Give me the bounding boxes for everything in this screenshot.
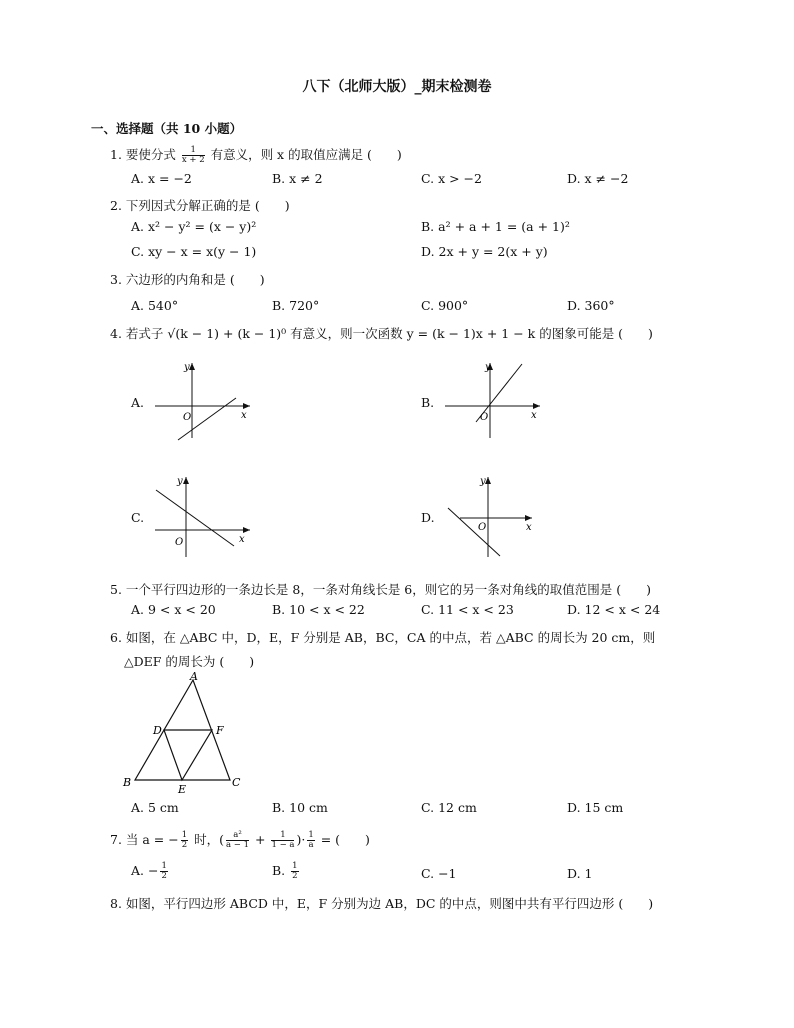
question-7-stem: [110, 830, 370, 850]
section-heading: 一、选择题（共 10 小题）: [91, 121, 243, 136]
q5-option-a: A. 9 < x < 20: [131, 602, 216, 617]
origin-label: O: [478, 522, 487, 533]
x-arrow-icon: [533, 403, 540, 409]
q7-option-b-numerator: 1: [292, 861, 298, 871]
page-title: 八下（北师大版）_期末检测卷: [302, 79, 492, 95]
q4-graph-d: [440, 472, 550, 562]
q4-graph-c: [150, 472, 260, 562]
q7-half-denominator: 2: [181, 840, 188, 850]
q6-option-b: B. 10 cm: [272, 800, 328, 815]
q4-graph-b: [440, 358, 550, 448]
q1-option-d: D. x ≠ −2: [567, 171, 629, 186]
q2-option-b: B. a² + a + 1 = (a + 1)²: [421, 219, 570, 234]
q7-option-a-fraction: [160, 862, 167, 881]
q5-option-c: C. 11 < x < 23: [421, 602, 514, 617]
x-axis-label: x: [526, 522, 532, 533]
question-6-stem-line1: 6. 如图，在 △ABC 中，D，E，F 分别是 AB，BC，CA 的中点，若 △ABC 的周长为 20 cm，则: [110, 630, 656, 645]
y-arrow-icon: [183, 477, 189, 484]
q1-option-a: A. x = −2: [131, 171, 192, 186]
question-1-stem: [110, 145, 402, 165]
q7-option-d: D. 1: [567, 866, 593, 881]
q6-option-c: C. 12 cm: [421, 800, 477, 815]
q4-option-a-label: A.: [131, 395, 145, 410]
origin-label: O: [183, 412, 192, 423]
q7-half-fraction: [181, 831, 188, 850]
triangle-def: [164, 730, 212, 780]
q3-option-a: A. 540°: [131, 298, 179, 313]
q2-option-d: D. 2x + y = 2(x + y): [421, 244, 548, 259]
q7-f1-denominator: a − 1: [226, 840, 250, 850]
q3-option-d: D. 360°: [567, 298, 615, 313]
q1-fraction-numerator: 1: [182, 146, 205, 156]
function-line: [448, 508, 500, 556]
y-axis-label: y: [177, 476, 183, 487]
q4-option-d-label: D.: [421, 510, 435, 525]
q7-fraction-2: [271, 831, 294, 850]
q7-stem-part-d: = ( ): [316, 832, 370, 847]
q1-fraction-denominator: x + 2: [181, 155, 205, 165]
q7-plus: +: [251, 832, 270, 847]
vertex-a-label: A: [190, 670, 198, 683]
q7-f2-numerator: 1: [271, 831, 294, 841]
q7-stem-part-a: 7. 当 a = −: [110, 832, 179, 847]
q7-f2-denominator: 1 − a: [271, 840, 295, 850]
q7-option-a-numerator: 1: [161, 861, 167, 871]
x-axis-label: x: [531, 410, 537, 421]
x-axis-label: x: [239, 534, 245, 545]
vertex-c-label: C: [232, 776, 241, 789]
x-arrow-icon: [525, 515, 532, 521]
q2-option-c: C. xy − x = x(y − 1): [131, 244, 257, 259]
x-axis-label: x: [241, 410, 247, 421]
q7-option-a-prefix: A. −: [131, 863, 159, 878]
y-arrow-icon: [485, 477, 491, 484]
q6-triangle-figure: [120, 670, 250, 795]
function-line: [156, 490, 234, 546]
question-5-stem: 5. 一个平行四边形的一条边长是 8，一条对角线长是 6，则它的另一条对角线的取值范围是 ( ): [110, 582, 651, 597]
question-2-stem: 2. 下列因式分解正确的是 ( ): [110, 198, 290, 213]
q7-f3-numerator: 1: [308, 830, 314, 840]
vertex-b-label: B: [123, 776, 132, 789]
q7-half-numerator: 1: [181, 830, 188, 840]
q1-stem-suffix: 有意义，则 x 的取值应满足 ( ): [206, 147, 402, 162]
q5-option-d: D. 12 < x < 24: [567, 602, 661, 617]
q6-option-a: A. 5 cm: [131, 800, 179, 815]
q1-fraction: [182, 146, 205, 165]
point-d-label: D: [153, 724, 162, 737]
q4-option-c-label: C.: [131, 510, 145, 525]
q7-f3-denominator: a: [308, 840, 314, 850]
q7-stem-part-c: )·: [296, 832, 306, 847]
q3-option-b: B. 720°: [272, 298, 320, 313]
q7-option-b-denominator: 2: [292, 871, 298, 881]
point-f-label: F: [216, 724, 224, 737]
q7-option-b-fraction: [291, 862, 298, 881]
q7-option-a: [131, 862, 170, 881]
x-arrow-icon: [243, 403, 250, 409]
question-4-stem: 4. 若式子 √(k − 1) + (k − 1)⁰ 有意义，则一次函数 y = (k − 1)x + 1 − k 的图象可能是 ( ): [110, 326, 653, 341]
y-axis-label: y: [480, 476, 486, 487]
q7-option-b-prefix: B.: [272, 863, 290, 878]
q1-option-c: C. x > −2: [421, 171, 482, 186]
q7-stem-part-b: 时，(: [190, 832, 225, 847]
x-arrow-icon: [243, 527, 250, 533]
y-axis-label: y: [184, 362, 190, 373]
q7-f1-numerator: a²: [226, 831, 249, 841]
q7-fraction-1: [226, 831, 249, 850]
question-3-stem: 3. 六边形的内角和是 ( ): [110, 272, 265, 287]
origin-label: O: [175, 537, 184, 548]
q6-option-d: D. 15 cm: [567, 800, 624, 815]
q7-fraction-3: [307, 831, 314, 850]
question-8-stem: 8. 如图，平行四边形 ABCD 中，E，F 分别为边 AB，DC 的中点，则图中共有平行四边形 ( ): [110, 896, 654, 911]
q4-graph-a: [150, 358, 260, 448]
q1-stem-prefix: 1. 要使分式: [110, 147, 180, 162]
q7-option-a-denominator: 2: [161, 871, 167, 881]
q1-option-b: B. x ≠ 2: [272, 171, 323, 186]
q3-option-c: C. 900°: [421, 298, 469, 313]
q4-option-b-label: B.: [421, 395, 435, 410]
q7-option-c: C. −1: [421, 866, 457, 881]
q2-option-a: A. x² − y² = (x − y)²: [131, 219, 257, 234]
q5-option-b: B. 10 < x < 22: [272, 602, 365, 617]
question-6-stem-line2: △DEF 的周长为 ( ): [124, 654, 255, 669]
y-axis-label: y: [485, 362, 491, 373]
origin-label: O: [480, 412, 489, 423]
point-e-label: E: [178, 783, 187, 796]
q7-option-b: [272, 862, 301, 881]
y-arrow-icon: [189, 363, 195, 370]
